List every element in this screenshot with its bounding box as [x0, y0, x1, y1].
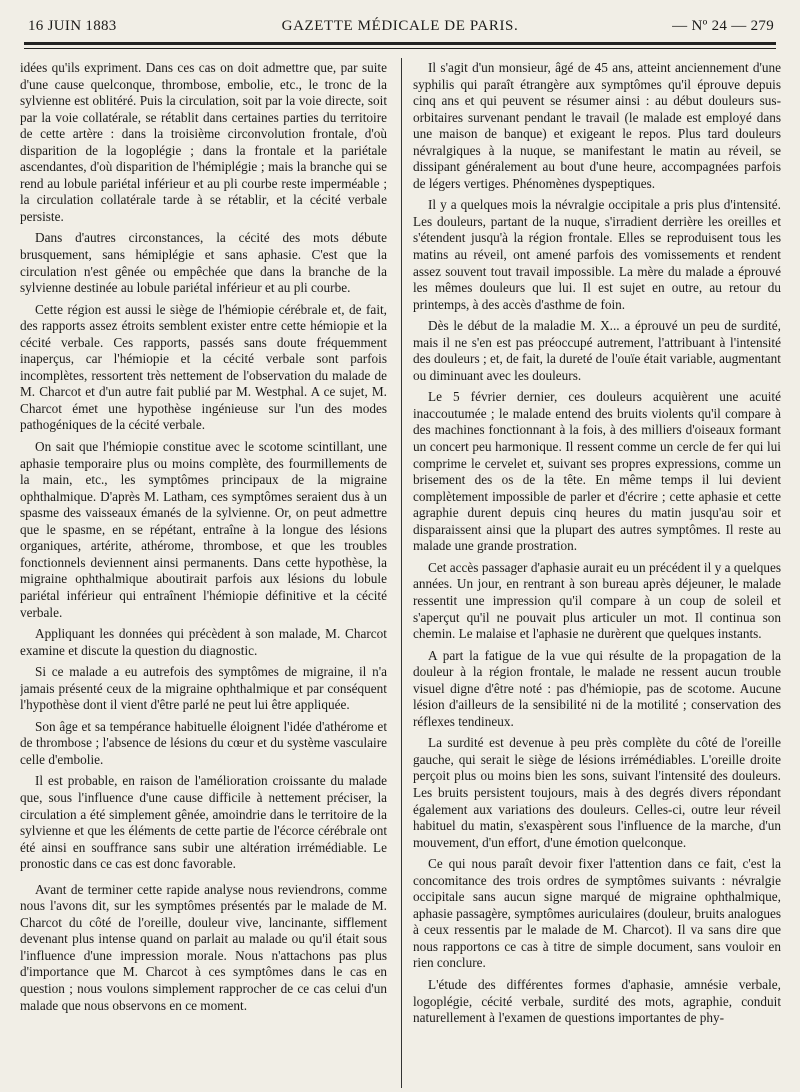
- right-column: [413, 60, 781, 1080]
- paragraph: Appliquant les données qui précèdent à son malade, M. Charcot examine et discute la question du diagnostic.: [20, 626, 387, 658]
- issue-date: 16 JUIN 1883: [28, 18, 117, 34]
- paragraph: Cet accès passager d'aphasie aurait eu un précédent il y a quelques années. Un jour, en rentrant à son bureau après déjeuner, le malade ressentit une impression qu'il compare à un coup de soleil et s'aperçut qu'il ne pouvait plus articuler un mot. Il continua son chemin. Le malaise et l'aphasie ne durèrent que quelques instants.: [413, 559, 781, 642]
- issue-page-number: — Nº 24 — 279: [672, 18, 774, 34]
- paragraph: L'étude des différentes formes d'aphasie, amnésie verbale, logoplégie, cécité verbale, surdité des mots, agraphie, conduit naturellement à l'examen de questions importantes de phy-: [413, 976, 781, 1026]
- paragraph: idées qu'ils expriment. Dans ces cas on doit admettre que, par suite d'une cause quelconque, thrombose, embolie, etc., le tronc de la sylvienne est oblitéré. Puis la circulation, soit par la voie directe, soit par la voie collatérale, se rétablit dans certaines parties du territoire de cette artère : dans la troisième circonvolution frontale, d'où disparition de la logoplégie ; dans la frontale et la pariétale ascendantes, d'où disparition de l'hémiplégie ; mais la branche qui se rend au lobule pariétal inférieur et au pli courbe reste imperméable ; la circulation collatérale tarde à se rétablir, et la cécité verbale persiste.: [20, 60, 387, 224]
- paragraph: Cette région est aussi le siège de l'hémiopie cérébrale et, de fait, des rapports assez étroits semblent exister entre cette hémiopie et la cécité verbale. Ces rapports, passés sans doute fréquemment inaperçus, car l'hémiopie et la cécité verbale sont parfois incomplètes, ressortent très nettement de l'observation du malade de M. Charcot et d'un autre fait publié par M. Westphal. A ce sujet, M. Charcot émet une hypothèse ingénieuse sur l'un des modes pathogéniques de la cécité verbale.: [20, 301, 387, 433]
- paragraph: Le 5 février dernier, ces douleurs acquièrent une acuité inaccoutumée ; le malade entend des bruits violents qu'il compare à des machines fonctionnant à la fois, à des milliers d'oiseaux formant un concert peu harmonique. Il ressent comme un cercle de fer qui lui comprime le cervelet et, suivant ses propres expressions, comme un brisement des os de la tête. En même temps il lui devient complètement impossible de parler et d'écrire ; cette aphasie et cette agraphie durent depuis cinq heures du matin jusqu'au soir et disparaissent ainsi que la plupart des autres symptômes. Il reste au malade une grande prostration.: [413, 389, 781, 554]
- paragraph: Dès le début de la maladie M. X... a éprouvé un peu de surdité, mais il ne s'en est pas préoccupé autrement, l'attribuant à l'intensité des douleurs ; et, de fait, la dureté de l'ouïe était variable, augmentant ou diminuant avec les douleurs.: [413, 318, 781, 383]
- journal-title: GAZETTE MÉDICALE DE PARIS.: [281, 18, 519, 34]
- paragraph: Son âge et sa tempérance habituelle éloignent l'idée d'athérome et de thrombose ; l'absence de lésions du cœur et du système vasculaire celle d'embolie.: [20, 718, 387, 767]
- paragraph: Si ce malade a eu autrefois des symptômes de migraine, il n'a jamais présenté ceux de la migraine ophthalmique et par conséquent l'hypothèse dont il vient d'être parlé ne peut lui être appliquée.: [20, 664, 387, 713]
- paragraph: Il est probable, en raison de l'amélioration croissante du malade que, sous l'influence d'une cause difficile à nettement préciser, la circulation a été simplement gênée, amoindrie dans le territoire de la sylvienne et que les éléments de cette partie de l'écorce cérébrale ont été ainsi en souffrance sans subir une altération irrémédiable. Le pronostic dans ce cas est donc favorable.: [20, 773, 387, 872]
- paragraph: La surdité est devenue à peu près complète du côté de l'oreille gauche, qui serait le siège de lésions irrémédiables. L'oreille droite perçoit plus ou moins bien les sons, suivant l'intensité des douleurs. Les bruits persistent toujours, mais à des degrés divers répondant également aux variations des douleurs. Celles-ci, outre leur réveil habituel du matin, s'exaspèrent sous l'influence de la marche, d'un mouvement, d'un effort, d'une émotion quelconque.: [413, 735, 781, 850]
- header-rule-thick: [24, 42, 776, 45]
- paragraph: Il y a quelques mois la névralgie occipitale a pris plus d'intensité. Les douleurs, partant de la nuque, s'irradient derrière les oreilles et s'étendent jusqu'à la région frontale. Elles se reproduisent tous les matins au réveil, ont amené parfois des vomissements et rendent assez souvent tout travail impossible. La mère du malade a éprouvé les mêmes douleurs que lui. Il est sujet en outre, au retour du printemps, à des accès d'asthme de foin.: [413, 197, 781, 312]
- paragraph: A part la fatigue de la vue qui résulte de la propagation de la douleur à la région frontale, le malade ne ressent aucun trouble visuel digne d'être noté : pas d'hémiopie, pas de scotome. Aucune lésion d'ailleurs de la sensibilité ni de la motilité ; conservation des réflexes tendineux.: [413, 647, 781, 729]
- left-column: [20, 60, 387, 1080]
- paragraph: On sait que l'hémiopie constitue avec le scotome scintillant, une aphasie temporaire plus ou moins complète, des fourmillements de la main, etc., les symptômes principaux de la migraine ophthalmique. D'après M. Latham, ces symptômes seraient dus à un spasme des vaisseaux émanés de la sylvienne. Or, on peut admettre que le spasme, en se répétant, entraîne à la longue des lésions organiques, artérite, athérome, thrombose, et que les troubles fonctionnels deviennent ainsi permanents. Dans cette hypothèse, la migraine ophthalmique aboutirait parfois aux lésions du lobule pariétal inférieur qui entraînent l'hémiopie définitive et la cécité verbale.: [20, 439, 387, 620]
- paragraph: Ce qui nous paraît devoir fixer l'attention dans ce fait, c'est la concomitance des trois ordres de symptômes suivants : névralgie occipitale sans aucun signe marqué de migraine ophthalmique, aphasie passagère, symptômes auriculaires (douleur, bruits analogues à ceux ressentis par le malade de M. Charcot). Il va sans dire que nous rapportons ce cas à titre de simple document, sans vouloir en rien conclure.: [413, 856, 781, 971]
- page-header: [24, 18, 776, 40]
- paragraph: Dans d'autres circonstances, la cécité des mots débute brusquement, sans hémiplégie et sans aphasie. C'est que la circulation n'est gênée ou empêchée que dans la branche de la sylvienne destinée au lobule pariétal inférieur et au pli courbe.: [20, 230, 387, 296]
- paragraph: Il s'agit d'un monsieur, âgé de 45 ans, atteint anciennement d'une syphilis qui paraît étrangère aux symptômes qu'il éprouve depuis cinq ans et qui peuvent se résumer ainsi : au début douleurs sus-orbitaires survenant pendant le travail (le malade est employé dans une maison de banque) et exigeant le repos. Plus tard douleurs névralgiques à la nuque, se manifestant le matin au réveil, se dissipant généralement au bout d'une heure, accompagnées parfois de légers vertiges. Phénomènes dyspeptiques.: [413, 60, 781, 191]
- column-divider: [401, 58, 402, 1088]
- header-rule-thin: [24, 48, 776, 49]
- paragraph: Avant de terminer cette rapide analyse nous reviendrons, comme nous l'avons dit, sur les symptômes présentés par le malade de M. Charcot du côté de l'oreille, douleur vive, lancinante, sifflement devenant plus intense quand on parlait au malade ou qu'il était sous l'influence d'une impression morale. Nous n'attachons pas plus d'importance que M. Charcot à ces symptômes dans le cas en question ; nous voulons simplement rapprocher de ce cas celui d'un malade que nous observons en ce moment.: [20, 881, 387, 1013]
